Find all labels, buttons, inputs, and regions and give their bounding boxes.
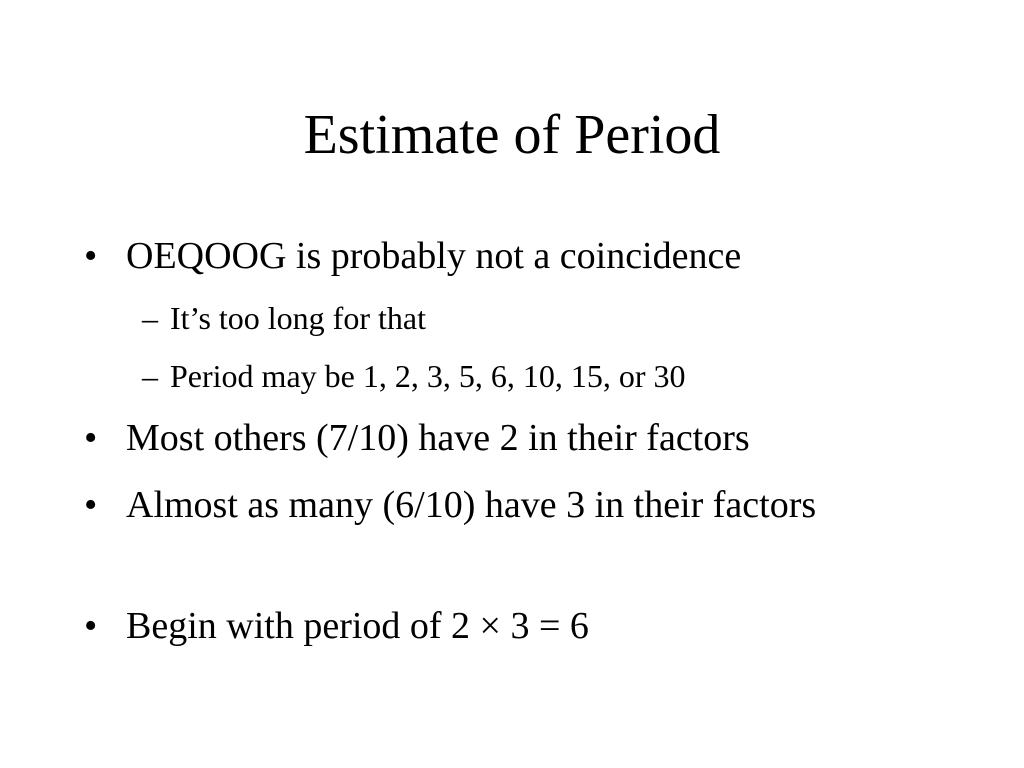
sub-bullet-text: It’s too long for that — [170, 300, 426, 336]
bullet-text: Most others (7/10) have 2 in their factors — [126, 417, 750, 459]
bullet-icon: • — [84, 484, 98, 526]
bullet-text: Almost as many (6/10) have 3 in their factors — [126, 484, 817, 526]
bullet-item — [84, 483, 844, 528]
bullet-icon: • — [84, 605, 98, 647]
dash-icon: – — [142, 358, 158, 394]
bullet-text: OEQOOG is probably not a coincidence — [126, 235, 742, 277]
bullet-text: Begin with period of 2 × 3 = 6 — [126, 605, 589, 647]
bullet-item — [84, 416, 964, 461]
sub-bullet-item — [142, 299, 982, 337]
bullet-icon: • — [84, 235, 98, 277]
slide-title: Estimate of Period — [303, 104, 721, 166]
sub-bullet-text: Period may be 1, 2, 3, 5, 6, 10, 15, or 30 — [170, 358, 686, 394]
bullet-item — [84, 604, 964, 649]
sub-bullet-item — [142, 357, 982, 395]
bullet-item — [84, 234, 964, 279]
dash-icon: – — [142, 300, 158, 336]
bullet-icon: • — [84, 417, 98, 459]
